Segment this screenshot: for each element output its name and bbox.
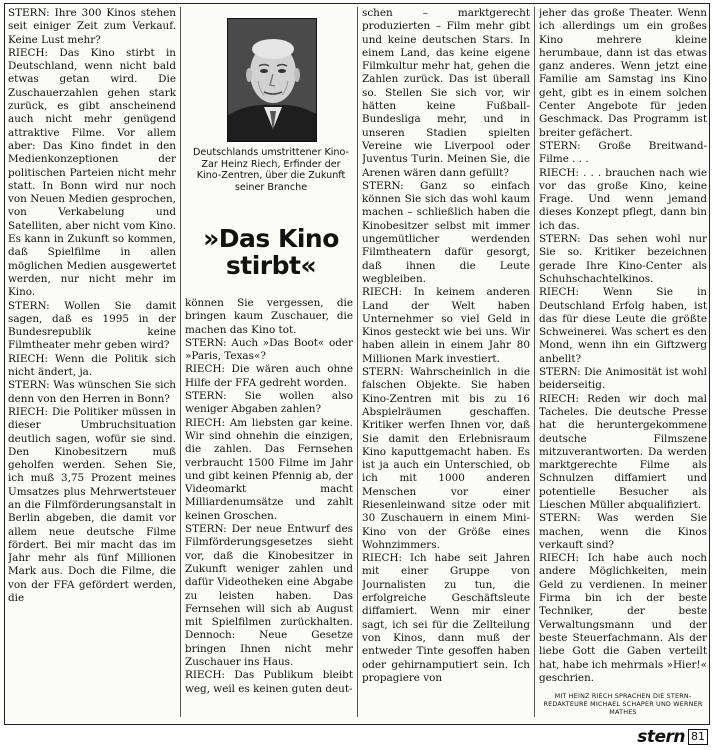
interview-paragraph: STERN: Wollen Sie damit sagen, daß es 1995 in der Bundesrepublik keine Filmtheater mehr geben wird? [8, 299, 176, 352]
column-rule [534, 7, 535, 717]
interview-paragraph: RIECH: Ich habe seit Jahren mit einer Gruppe von Journalisten zu tun, die erfolgreiche Geschäftsleute diffamiert. Wenn mir einer sagt, ich sei für die Zellteilung von Kinos, dann muß der entweder Tinte gesoffen haben oder gehirnamputiert sein. Ich propagiere von [362, 552, 530, 684]
interview-paragraph: STERN: Ihre 300 Kinos stehen seit einiger Zeit zum Verkauf. Keine Lust mehr? [8, 7, 176, 46]
interview-paragraph: RIECH: Die wären auch ohne Hilfe der FFA gedreht worden. [185, 363, 353, 389]
column-1 [8, 7, 176, 719]
interview-paragraph: STERN: Was wünschen Sie sich denn von den Herren in Bonn? [8, 379, 176, 405]
interview-paragraph: STERN: Auch »Das Boot« oder »Paris, Texas«? [185, 336, 353, 363]
column-4 [539, 7, 707, 719]
author-credit: MIT HEINZ RIECH SPRACHEN DIE STERN-REDAKTEURE MICHAEL SCHAPER UND WERNER MATHES [543, 692, 703, 717]
page-footer [637, 727, 708, 747]
photo-caption: Deutschlands umstrittener Kino-Zar Heinz Riech, Erfinder der Kino-Zentren, über die Zukunft seiner Branche [193, 147, 349, 193]
interview-paragraph: RIECH: Am liebsten gar keine. Wir sind ohnehin die einzigen, die zahlen. Das Fernsehen verbraucht 1500 Filme im Jahr und gibt keinen Pfennig ab, der Videomarkt macht Milliardenumsätze und zahlt keinen Groschen. [185, 416, 353, 522]
interview-paragraph: RIECH: Ich habe auch noch andere Möglichkeiten, mein Geld zu verdienen. In meiner Firma bin ich der beste Techniker, der beste Verwaltungsmann und der beste Steuerfachmann. Als der liebe Gott die Gaben verteilt hat, habe ich mehrmals »Hier!« geschrien. [539, 552, 707, 684]
interview-paragraph: RIECH: In keinem anderen Land der Welt haben Unternehmer so viel Geld in Kinos gesteckt wie bei uns. Wir haben allein in einem Jahr 80 Millionen Mark investiert. [362, 286, 530, 365]
interview-paragraph: STERN: Die Animosität ist wohl beiderseitig. [539, 366, 707, 392]
interview-paragraph: STERN: Sie wollen also weniger Abgaben zahlen? [185, 390, 353, 416]
column-2 [185, 297, 353, 717]
interview-paragraph: RIECH: Das Publikum bleibt weg, weil es keinen guten deut- [185, 669, 353, 695]
interview-paragraph: RIECH: Die Politiker müssen in dieser Umbruchsituation deutlich sagen, wofür sie sind. Den Kinobesitzern muß geholfen werden. Sehen Sie, ich muß 3,75 Prozent meines Umsatzes plus Mehrwertsteuer an die Filmförderungsanstalt in Berlin abgeben, die damit vor allem neue deutsche Filme fördert. Bei mir macht das im Jahr mehr als fünf Millionen Mark aus. Doch die Filme, die von der FFA gefördert werden, die [8, 405, 176, 605]
interview-paragraph: STERN: Große Breitwand-Filme . . . [539, 139, 707, 166]
interview-paragraph: RIECH: Wenn die Politik sich nicht ändert, ja. [8, 352, 176, 379]
portrait-photo [227, 18, 317, 142]
interview-paragraph: RIECH: Das Kino stirbt in Deutschland, wenn nicht bald etwas getan wird. Die Zuschauerzahlen gehen stark zurück, es gibt anscheinend auch nicht mehr genügend attraktive Filme. Vor allem aber: Das Kino findet in den Medienkonzeptionen der politischen Parteien nicht mehr statt. In Bonn wird nur noch von Neuen Medien gesprochen, von Verkabelung und Satelliten, aber nicht vom Kino. Es kann in Zukunft so kommen, daß Spielfilme in allen möglichen Medien ausgewertet werden, nur nicht mehr im Kino. [8, 46, 176, 299]
page-number: 81 [688, 729, 708, 745]
column-rule [180, 7, 181, 717]
headline: »Das Kino stirbt« [203, 224, 339, 280]
interview-paragraph: STERN: Der neue Entwurf des Filmförderungsgesetzes sieht vor, daß die Kinobesitzer in Zukunft weniger zahlen und dafür Videotheken eine Abgabe zu leisten haben. Das Fernsehen will sich ab August mit Spielfilmen zurückhalten. Dennoch: Neue Gesetze bringen Ihnen nicht mehr Zuschauer ins Haus. [185, 523, 353, 669]
interview-paragraph: STERN: Das sehen wohl nur Sie so. Kritiker bezeichnen gerade Ihre Kino-Center als Schuhschachtelkinos. [539, 233, 707, 285]
interview-paragraph: RIECH: . . . brauchen nach wie vor das große Kino, keine Frage. Und wenn jemand dieses Konzept pflegt, dann bin ich das. [539, 166, 707, 232]
column-rule [357, 7, 358, 717]
interview-paragraph: STERN: Wahrscheinlich in die falschen Objekte. Sie haben Kino-Zentren mit bis zu 16 Abspielräumen geschaffen. Kritiker werfen Ihnen vor, daß Sie damit den Erlebnisraum Kino kaputtgemacht haben. Es ist ja auch ein Unterschied, ob ich mit 1000 anderen Menschen vor einer Riesenleinwand sitze oder mit 30 Zuschauern in einem Mini-Kino von der Größe eines Wohnzimmers. [362, 366, 530, 551]
interview-paragraph: STERN: Was werden Sie machen, wenn die Kinos verkauft sind? [539, 512, 707, 551]
portrait-image [228, 19, 317, 142]
stern-logo: stern [637, 727, 685, 747]
column-3 [362, 7, 530, 719]
interview-paragraph: schen – marktgerecht produzierten – Film mehr gibt und keine deutschen Stars. In einem Land, das keine eigene Filmkultur mehr hat, gehen die Zahlen zurück. Das ist überall so. Stellen Sie sich vor, wir hätten keine Fußball-Bundesliga mehr, und in unseren Stadien spielten Vereine wie Liverpool oder Juventus Turin. Meinen Sie, die Arenen wären dann gefüllt? [362, 7, 530, 179]
interview-paragraph: RIECH: Reden wir doch mal Tacheles. Die deutsche Presse hat die heruntergekommene deutsche Filmszene mitzuverantworten. Da werden marktgerechte Filme als Schnulzen diffamiert und potentielle Besucher als Lieschen Müller abqualifiziert. [539, 392, 707, 511]
interview-paragraph: können Sie vergessen, die bringen kaum Zuschauer, die machen das Kino tot. [185, 297, 353, 336]
interview-paragraph: jeher das große Theater. Wenn ich allerdings um ein großes Kino mehrere kleine herumbaue, dann ist das etwas ganz anderes. Wenn jetzt eine Familie am Samstag ins Kino geht, gibt es in einem solchen Center Angebote für jeden Geschmack. Das Programm ist breiter gefächert. [539, 7, 707, 139]
magazine-page [4, 3, 710, 725]
interview-paragraph: RIECH: Wenn Sie in Deutschland Erfolg haben, ist das für diese Leute die größte Schweinerei. Was schert es den Mond, wenn ihn ein Giftzwerg anbellt? [539, 286, 707, 365]
interview-paragraph: STERN: Ganz so einfach können Sie sich das wohl kaum machen – schließlich haben die Kinobesitzer selbst mit immer ungemütlicher werdenden Filmtheatern dafür gesorgt, daß ihnen die Leute wegbleiben. [362, 179, 530, 285]
